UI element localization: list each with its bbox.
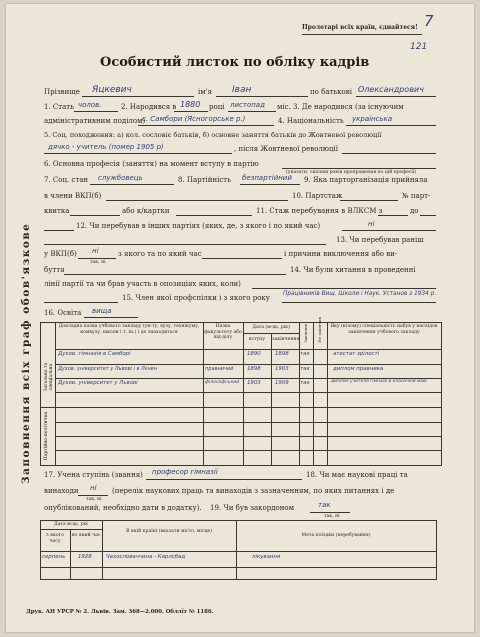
sex-label: 1. Стать: [44, 103, 74, 111]
birth-year-value: 1880: [180, 100, 201, 109]
edu-row-1-school: Духов. гімназія в Самборі: [58, 351, 131, 357]
surname-value: Яцкевич: [92, 85, 132, 95]
name-value: Іван: [232, 85, 252, 95]
nationality-value: українська: [352, 115, 393, 123]
header-notdone: Не закінчив: [317, 317, 323, 343]
nationality-label: 4. Національність: [278, 117, 344, 125]
union-label: 15. Член якої профспілки і з якого року: [122, 294, 270, 302]
edu-row-1-finish: 1898: [275, 351, 289, 357]
header-enter: вступу: [248, 337, 266, 342]
profession-label: 6. Основна професія (заняття) на момент вступу в партію: [44, 160, 259, 168]
birth-label: 2. Народився в: [121, 103, 177, 111]
org-label: 9. Яка парторганізація прийняла: [304, 176, 428, 184]
edu-row-3-done: так: [300, 380, 310, 386]
origin-line: [44, 153, 232, 154]
social-label: 7. Соц. стан: [44, 176, 89, 184]
origin-value: дячко - учитель (помер 1905 р): [48, 143, 164, 151]
edu-row-1-done: так: [300, 351, 310, 357]
page-title: Особистий листок по обліку кадрів: [100, 55, 370, 70]
edu-side-political: Партійно-політична: [44, 411, 49, 461]
degree-value: професор гімназії: [152, 468, 218, 476]
trip-header-to: по який час: [71, 533, 101, 538]
education-value: вища: [92, 307, 112, 315]
exit-label: буття: [44, 266, 65, 274]
union-line: [282, 302, 436, 303]
party-label: 8. Партійність: [178, 176, 231, 184]
inventions-hint: так, ні: [86, 497, 102, 502]
vlksm-to-label: до: [410, 207, 419, 215]
slogan-underline: [302, 34, 422, 35]
exit-line: [64, 274, 286, 275]
name-line: [216, 96, 308, 97]
inventions-label: винаходи: [44, 487, 79, 495]
edu-row-2-finish: 1903: [275, 366, 289, 372]
header-done: Закінчив: [303, 323, 309, 343]
trip-row-from: серпень: [42, 554, 66, 560]
birth-month-line: [228, 111, 276, 112]
birth-year-line: [174, 111, 208, 112]
sex-value: чолов.: [78, 101, 102, 109]
other-party-value: ні: [368, 220, 375, 228]
edu-row-1-spec: атестат зрілості: [333, 351, 380, 357]
profession-hint: (указати, скільки років пропрацював по цій професії): [286, 170, 417, 175]
edu-row-3-faculty: філософський: [205, 380, 240, 385]
line-line: [252, 288, 436, 289]
surname-line: [82, 96, 194, 97]
degree-label: 17. Учена ступінь (звання): [44, 471, 143, 479]
row13-lead-line: [44, 244, 326, 245]
header-school: Докладна назва учбового закладу (ун-ту, вузу, технікуму, комвузу, школи і т. ін.) і де знаходиться: [58, 324, 200, 335]
slogan: Пролетарі всіх країн, єднайтеся!: [302, 24, 418, 31]
trips-table: [40, 520, 437, 580]
surname-label: Прізвище: [44, 88, 80, 96]
vlksm-label: 11. Стаж перебування в ВЛКСМ з: [256, 207, 383, 215]
birthplace-line: [138, 125, 274, 126]
works-label: 18. Чи має наукові праці та: [306, 471, 408, 479]
published-label: опублікований, необхідно дати в додатку).: [44, 504, 202, 512]
edu-row-3-spec: диплом учителя гімназії в класичній мові: [331, 379, 427, 384]
birth-year-suffix: році: [209, 103, 225, 111]
row12-lead-line: [44, 230, 74, 231]
patronymic-label: по батькові: [310, 88, 352, 96]
birth-month-value: листопад: [230, 101, 265, 109]
social-value: службовець: [98, 174, 143, 182]
card3-line: [176, 215, 252, 216]
birthplace-value: с. Самбори (Ясногорське р.): [142, 115, 246, 123]
edu-row-2-enter: 1898: [247, 366, 261, 372]
edu-row-2-done: так: [300, 366, 310, 372]
other-party-line: [342, 230, 436, 231]
header-speciality: Яку (кілому) спеціальність набув у наслідок закінчення учбового закладу: [330, 324, 438, 335]
education-table: [40, 317, 442, 466]
card2-label: квитка: [44, 207, 70, 215]
inventions-value: ні: [90, 484, 97, 492]
trip-row-to: 1928: [78, 554, 92, 560]
inventions-line: [78, 495, 108, 496]
other-party-label: 12. Чи перебував в інших партіях (яких, де, з якого і по який час): [76, 222, 321, 230]
name-label: ім'я: [198, 88, 213, 96]
page-number: 7: [424, 12, 434, 30]
vlksm-from-line: [378, 215, 408, 216]
edu-row-3-finish: 1909: [275, 380, 289, 386]
personnel-record-sheet: [6, 4, 474, 632]
header-faculty: Назва факультету або від-ділу: [204, 324, 242, 341]
vkp2-hint: так, ні: [90, 260, 106, 265]
edu-row-3-school: Духов. університет у Львові: [58, 380, 138, 386]
origin-label: 5. Соц. походження: а) кол. сословіє батьків, б) основне заняття батьків до Жовтневої революції: [44, 131, 382, 139]
edu-row-3-enter: 1903: [247, 380, 261, 386]
partstazh-line: [340, 200, 398, 201]
line-label: лінії партії та чи брав участь в опозиціях яких, коли): [44, 280, 241, 288]
party-line: [240, 184, 300, 185]
patronymic-value: Олександрович: [358, 85, 424, 94]
degree-line: [146, 479, 302, 480]
abroad-value: так: [318, 501, 331, 509]
header-finish: закінчення: [272, 337, 300, 342]
education-line: [84, 317, 138, 318]
doubts-label: 14. Чи були хитання в проведенні: [290, 266, 416, 274]
edu-side-general: Загальна та спеціальна: [44, 362, 54, 392]
row15-lead-line: [44, 302, 118, 303]
vkp-line: [106, 200, 288, 201]
birth-month-suffix: міс.: [277, 103, 291, 111]
header-date: Дата (м-ць, рік): [252, 325, 290, 330]
side-title: Заповнення всіх граф обов'язкове: [20, 222, 32, 484]
birthplace-label: 3. Де народився (за існуючим: [293, 103, 404, 111]
vkp2-value: ні: [92, 247, 99, 255]
nationality-line: [346, 125, 436, 126]
vlksm-to-line: [420, 215, 436, 216]
edu-row-1-enter: 1890: [247, 351, 261, 357]
education-label: 16. Освіта: [44, 309, 82, 317]
profession-line: [282, 168, 436, 169]
union-value: Працівників Вищ. Школи і Наук. Установ з 1934 р.: [283, 291, 437, 297]
trip-row-country: Чехословаччина - Карлсбад: [106, 554, 186, 560]
card-label: № парт-: [402, 192, 431, 200]
partstazh-label: 10. Партстаж: [292, 192, 343, 200]
list-label: (перелік наукових праць та винаходів з зазначенням, по яких питаннях і де: [112, 487, 395, 495]
vkp2-line: [78, 258, 116, 259]
edu-row-2-spec: диплом правника: [333, 366, 384, 372]
card-line: [70, 215, 120, 216]
trip-header-date: Дата м-ць, рік: [54, 522, 88, 527]
trip-header-from: з якого часу: [46, 533, 64, 544]
vkp-label: в члени ВКП(б): [44, 192, 102, 200]
abroad-line: [310, 512, 350, 513]
exclusion-label: і причини виключення або ви-: [284, 250, 398, 258]
vkp2-label: у ВКП(б): [44, 250, 77, 258]
trip-row-purpose: лікування: [252, 554, 281, 560]
edu-row-2-faculty: правничий: [205, 366, 234, 372]
party-value: безпартійний: [242, 174, 292, 182]
admin-label: адміністративним поділом): [44, 117, 146, 125]
archive-number: 121: [410, 42, 428, 52]
vkp2-from-line: [202, 258, 282, 259]
patronymic-line: [356, 96, 436, 97]
footer-print-info: Друк. АН УРСР № 2. Львів. Зам. 368—2.000. Обллїт № 1186.: [26, 609, 214, 615]
vkp2-from-label: з якого та по який час: [118, 250, 202, 258]
trip-header-country: В якій країні (вказати місто, місце): [126, 529, 212, 534]
card3-label: або к/картки: [122, 207, 170, 215]
social-line: [90, 184, 174, 185]
edu-row-2-school: Духов. університет у Львові і в Лєнен: [58, 366, 158, 372]
origin-after-line: [342, 153, 436, 154]
trip-header-purpose: Мета поїздки (перебування): [301, 533, 371, 538]
was-before-label: 13. Чи перебував раніш: [336, 236, 424, 244]
abroad-label: 19. Чи був закордоном: [210, 504, 295, 512]
sex-line: [74, 111, 118, 112]
origin-after-label: , після Жовтневої революції: [234, 145, 338, 153]
abroad-hint: так, ні: [324, 514, 340, 519]
